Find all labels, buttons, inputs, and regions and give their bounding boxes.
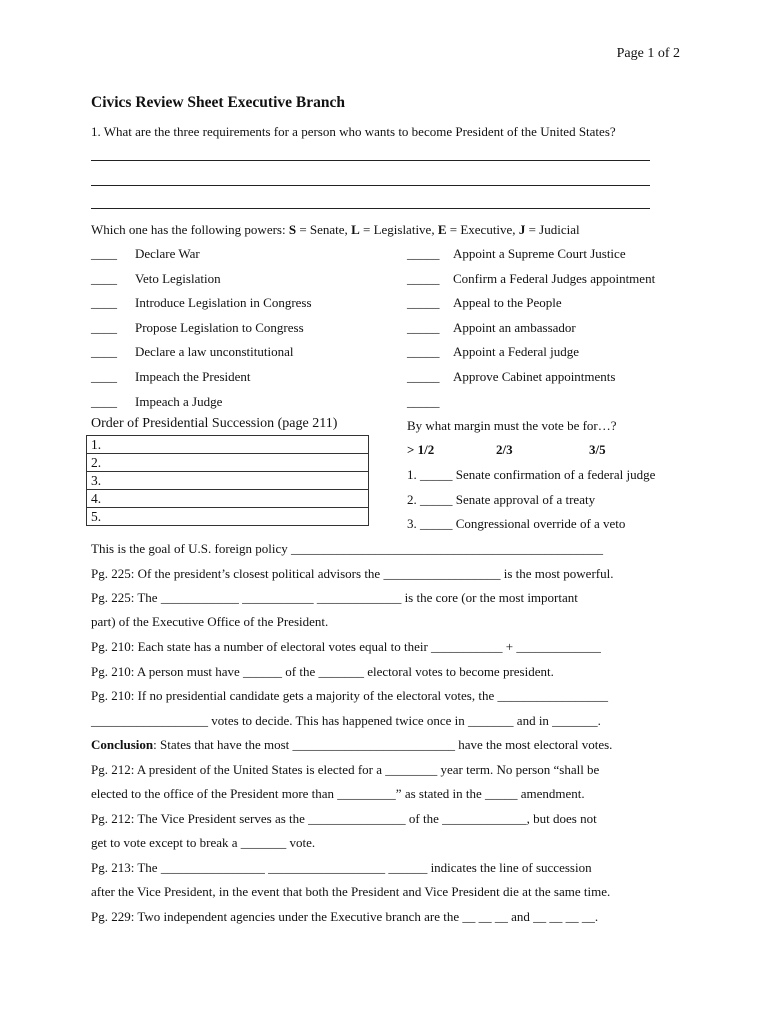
power-item-left: ____ Impeach the President [91,369,251,384]
line-p210b: Pg. 210: A person must have ______ of the _______ electoral votes to become president. [91,664,554,679]
succession-title: Order of Presidential Succession (page 211) [91,416,338,431]
margin-option: 3/5 [589,442,606,457]
line-p210a: Pg. 210: Each state has a number of electoral votes equal to their ___________ + _____________ [91,639,601,654]
power-item-left: ____ Veto Legislation [91,271,221,286]
power-item-left: ____ Declare War [91,246,200,261]
page-number: Page 1 of 2 [616,46,680,61]
power-item-left: ____ Declare a law unconstitutional [91,344,294,359]
line-p212b: Pg. 212: The Vice President serves as the _______________ of the _____________, but does not [91,811,597,826]
power-item-right: _____ Appeal to the People [407,295,562,310]
answer-blank[interactable]: _____ [407,344,440,359]
answer-line-3[interactable] [91,208,650,209]
answer-blank[interactable]: _____ [407,295,440,310]
power-item-right: _____ Appoint an ambassador [407,320,576,335]
succession-table [86,435,369,526]
margin-option: 2/3 [496,442,513,457]
power-item-right: _____ Appoint a Federal judge [407,344,579,359]
power-item-right: _____ Approve Cabinet appointments [407,369,616,384]
answer-blank[interactable]: _____ [407,394,440,409]
answer-blank[interactable]: ____ [91,295,117,310]
answer-blank[interactable]: _____ [407,320,440,335]
line-foreign-policy: This is the goal of U.S. foreign policy ________________________________________________ [91,541,604,556]
succession-cell[interactable]: 4. [87,490,369,508]
answer-line-1[interactable] [91,160,650,161]
succession-row [87,436,369,454]
line-p210c: Pg. 210: If no presidential candidate gets a majority of the electoral votes, the _________________ [91,688,608,703]
power-item-left: ____ Impeach a Judge [91,394,223,409]
answer-line-2[interactable] [91,185,650,186]
line-p229: Pg. 229: Two independent agencies under the Executive branch are the __ __ __ and __ __ __ __. [91,909,599,924]
line-p213-cont: after the Vice President, in the event that both the President and Vice President die at the same time. [91,884,611,899]
power-item-right: _____ Confirm a Federal Judges appointment [407,271,656,286]
answer-blank[interactable]: ____ [91,344,117,359]
power-item-right: _____ Appoint a Supreme Court Justice [407,246,626,261]
line-conclusion: Conclusion: States that have the most _________________________ have the most electoral votes. [91,737,613,752]
power-item-right [407,394,453,410]
powers-intro: Which one has the following powers: S = Senate, L = Legislative, E = Executive, J = Judicial [91,222,580,237]
answer-blank[interactable]: ____ [91,246,117,261]
succession-row [87,490,369,508]
power-item-left: ____ Introduce Legislation in Congress [91,295,312,310]
line-p210c-cont: __________________ votes to decide. This has happened twice once in _______ and in _______. [91,713,601,728]
answer-blank[interactable]: _____ [407,271,440,286]
succession-row [87,472,369,490]
line-p213: Pg. 213: The ________________ __________________ ______ indicates the line of succession [91,860,592,875]
power-item-left: ____ Propose Legislation to Congress [91,320,304,335]
succession-cell[interactable]: 2. [87,454,369,472]
line-p225b-cont: part) of the Executive Office of the President. [91,614,329,629]
line-p212a-cont: elected to the office of the President more than _________” as stated in the _____ amendment. [91,786,585,801]
line-p212a: Pg. 212: A president of the United States is elected for a ________ year term. No person “shall be [91,762,600,777]
succession-cell[interactable]: 3. [87,472,369,490]
question-1: 1. What are the three requirements for a person who wants to become President of the United States? [91,124,616,139]
succession-row [87,454,369,472]
answer-blank[interactable]: _____ [407,246,440,261]
answer-blank[interactable]: _____ [407,369,440,384]
answer-blank[interactable]: ____ [91,320,117,335]
answer-blank[interactable]: ____ [91,369,117,384]
line-p225a: Pg. 225: Of the president’s closest political advisors the __________________ is the most powerful. [91,566,614,581]
line-p225b: Pg. 225: The ____________ ___________ _____________ is the core (or the most important [91,590,578,605]
answer-blank[interactable]: ____ [91,394,117,409]
answer-blank[interactable]: ____ [91,271,117,286]
succession-cell[interactable]: 5. [87,508,369,526]
margin-item: 1. _____ Senate confirmation of a federal judge [407,467,656,482]
succession-row [87,508,369,526]
succession-cell[interactable]: 1. [87,436,369,454]
margin-item: 2. _____ Senate approval of a treaty [407,492,596,507]
line-p212b-cont: get to vote except to break a _______ vote. [91,835,316,850]
margin-option: > 1/2 [407,442,435,457]
margin-item: 3. _____ Congressional override of a veto [407,516,626,531]
margin-question: By what margin must the vote be for…? [407,418,617,433]
page-title: Civics Review Sheet Executive Branch [91,94,345,111]
